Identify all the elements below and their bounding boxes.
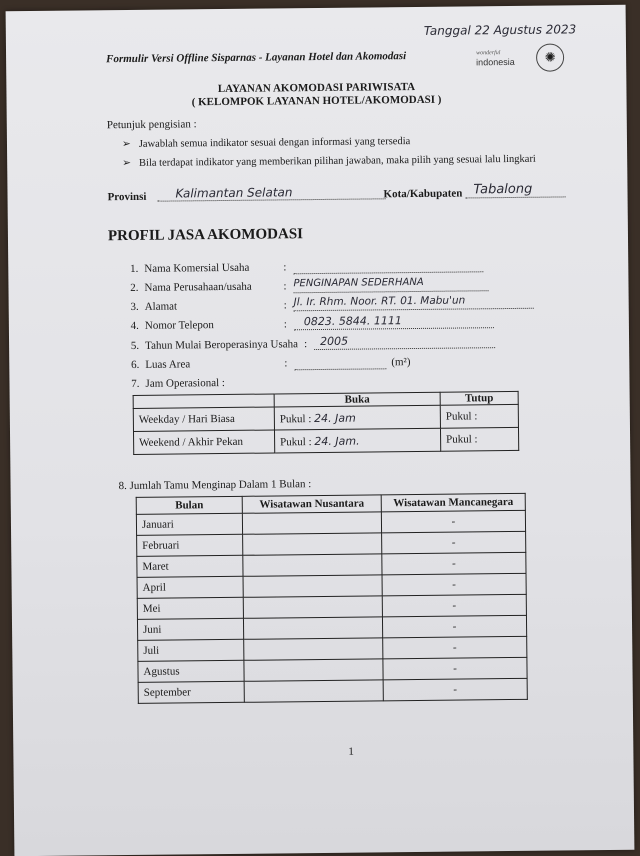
ministry-emblem-icon: ✺ — [536, 43, 564, 71]
arrow-bullet-icon: ➢ — [121, 138, 131, 151]
luas-unit: (m²) — [391, 356, 411, 369]
field-luas-area: 6. Luas Area — [130, 358, 191, 371]
form-paper: Tanggal 22 Agustus 2023 Formulir Versi Offline Sisparnas - Layanan Hotel dan Akomodasi wonderful indonesia ✺ LAYANAN AKOMODASI PARIWISATA ( KELOMPOK LAYANAN HOTEL/AKOMODASI ) Petunjuk pengisian : ➢ Jawablah semua indikator sesuai dengan informasi yang tersedia ➢ Bila terdapat indikator yang memberikan pilihan jawaban, maka pilih yang sesuai lalu lingkari Provinsi Kalimantan Selatan Kota/Kabupaten Tabalong PROFIL JASA AKOMODASI 1. Nama Komersial Usaha : 2. Nama Perusahaan/usaha : PENGINAPAN SEDERHANA 3. Alamat : Jl. Ir. Rhm. Noor. RT. 01. Mabu'un 4. Nomor Telepon : 0823. 5844. 1111 5. Tahun Mulai Beroperasinya Usaha : 2005 6. Luas Area : (m²) 7. Jam Operasional : Buka Tutup Weekday / Hari Biasa Pukul : 24. Jam Pukul : Weekend / Akhir Pekan Pukul : 24. Jam. Pukul : 8. Jumlah Tamu Menginap Dalam 1 Bulan : Bulan Wisatawan Nusantara Wisatawan Mancanegara Januari - Februari - Maret - April - Mei - Juni - Juli - Agustus - September - 1 — [6, 5, 635, 856]
table-row: September - — [138, 678, 527, 703]
petunjuk-label: Petunjuk pengisian : — [106, 118, 197, 132]
page-number: 1 — [348, 745, 354, 758]
field-tahun-mulai: 5. Tahun Mulai Beroperasinya Usaha — [130, 338, 299, 352]
tahun-mulai-value[interactable]: 2005 — [314, 333, 495, 350]
nama-komersial-value[interactable] — [293, 257, 483, 274]
petunjuk-item: ➢ Bila terdapat indikator yang memberikan pilihan jawaban, maka pilih yang sesuai lalu lingkari — [122, 153, 536, 170]
jam-operasional-table — [133, 391, 520, 455]
jumlah-tamu-table: Bulan Wisatawan Nusantara Wisatawan Mancanegara Januari - Februari - Maret - April - Mei - Juni - Juli - Agustus - September - — [136, 493, 528, 704]
table-row: Mei - — [137, 594, 526, 619]
q8-label: 8. Jumlah Tamu Menginap Dalam 1 Bulan : — [118, 478, 312, 493]
kota-label: Kota/Kabupaten — [383, 187, 463, 201]
petunjuk-item: ➢ Jawablah semua indikator sesuai dengan informasi yang tersedia — [121, 136, 411, 151]
table-row: Januari - — [136, 510, 525, 535]
section-title: PROFIL JASA AKOMODASI — [107, 226, 304, 245]
table-row: Februari - — [137, 531, 526, 556]
field-alamat: 3. Alamat — [130, 300, 178, 313]
nama-perusahaan-value[interactable]: PENGINAPAN SEDERHANA — [293, 276, 488, 293]
provinsi-label: Provinsi — [107, 190, 147, 204]
field-nama-perusahaan: 2. Nama Perusahaan/usaha — [130, 280, 252, 294]
form-header-title: Formulir Versi Offline Sisparnas - Layanan Hotel dan Akomodasi — [106, 50, 407, 66]
buka-weekend-value: 24. Jam. — [314, 434, 360, 448]
wonderful-indonesia-logo: wonderful indonesia ✺ — [476, 43, 576, 74]
doc-title-line2: ( KELOMPOK LAYANAN HOTEL/AKOMODASI ) — [191, 93, 442, 109]
doc-title-line1: LAYANAN AKOMODASI PARIWISATA — [217, 80, 416, 96]
handwritten-date: Tanggal 22 Agustus 2023 — [423, 22, 577, 38]
header-buka: Buka — [274, 392, 440, 407]
table-row: Juli - — [138, 636, 527, 661]
field-nama-komersial: 1. Nama Komersial Usaha — [129, 261, 250, 275]
luas-area-value[interactable] — [294, 354, 386, 370]
kota-value[interactable]: Tabalong — [465, 181, 565, 198]
header-tutup: Tutup — [440, 391, 518, 405]
buka-weekday-value: 24. Jam — [314, 411, 356, 425]
table-row: Maret - — [137, 552, 526, 577]
provinsi-value[interactable]: Kalimantan Selatan — [157, 184, 385, 201]
arrow-bullet-icon: ➢ — [122, 157, 132, 170]
field-nomor-telepon: 4. Nomor Telepon — [130, 319, 214, 332]
table-row: Juni - — [137, 615, 526, 640]
field-jam-operasional: 7. Jam Operasional : — [131, 376, 225, 390]
nomor-telepon-value[interactable]: 0823. 5844. 1111 — [294, 313, 494, 330]
table-row: Weekday / Hari Biasa Pukul : 24. Jam Pukul : — [133, 404, 518, 431]
table-row: Weekend / Akhir Pekan Pukul : 24. Jam. Pukul : — [133, 427, 518, 454]
table-row: April - — [137, 573, 526, 598]
table-row: Agustus - — [138, 657, 527, 682]
alamat-value[interactable]: Jl. Ir. Rhm. Noor. RT. 01. Mabu'un — [294, 294, 534, 312]
